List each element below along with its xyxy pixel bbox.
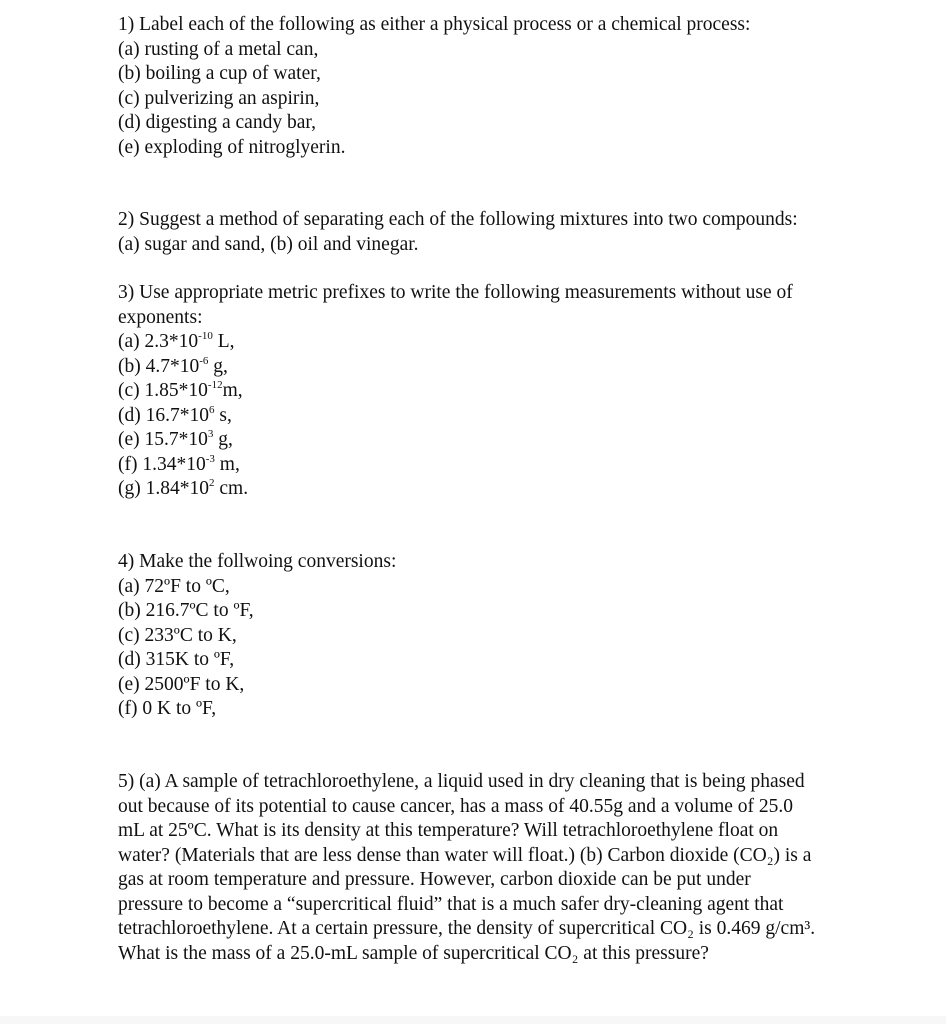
question-5-line: water? (Materials that are less dense than water will float.) (b) Carbon dioxide (CO₂) is a [118, 844, 812, 866]
question-4-item: (b) 216.7ºC to ºF, [118, 600, 254, 621]
measurement-text: m, [222, 380, 243, 401]
measurement-text: m, [214, 453, 240, 475]
question-4-item: (c) 233ºC to K, [118, 624, 237, 646]
measurement-text: (d) 16.7*10 [118, 404, 209, 426]
exponent: -12 [207, 379, 223, 391]
exponent: 2 [209, 477, 215, 489]
measurement-text: (f) 1.34*10 [118, 453, 206, 475]
exponent: 6 [209, 403, 215, 416]
question-3-item [118, 453, 793, 478]
question-3-item [118, 404, 793, 429]
question-5-line: mL at 25ºC. What is its density at this temperature? Will tetrachloroethylene float on [118, 820, 779, 841]
question-4 [118, 550, 396, 722]
measurement-text: (b) 4.7*10 [118, 355, 200, 377]
question-3-item [118, 379, 793, 404]
question-4-prompt: 4) Make the follwoing conversions: [118, 551, 397, 572]
question-2-line: (a) sugar and sand, (b) oil and vinegar. [118, 233, 419, 255]
measurement-text: g, [213, 429, 233, 450]
question-5-line: tetrachloroethylene. At a certain pressure, the density of supercritical CO₂ is 0.469 g/cm³. [118, 918, 816, 939]
question-3-item [118, 477, 793, 502]
exponent: -3 [205, 452, 215, 465]
question-1-item: (d) digesting a candy bar, [118, 112, 316, 133]
question-4-item: (e) 2500ºF to K, [118, 673, 245, 695]
measurement-text: cm. [214, 478, 249, 499]
question-4-item: (d) 315K to ºF, [118, 649, 235, 670]
question-5-line: 5) (a) A sample of tetrachloroethylene, a liquid used in dry cleaning that is being phased [118, 771, 805, 792]
question-2-line: 2) Suggest a method of separating each of the following mixtures into two compounds: [118, 209, 798, 230]
measurement-text: (c) 1.85*10 [118, 380, 208, 401]
question-3-item [118, 428, 793, 453]
question-5-line: What is the mass of a 25.0-mL sample of supercritical CO₂ at this pressure? [118, 942, 709, 964]
page-bottom-edge [0, 1016, 946, 1024]
question-1-prompt: 1) Label each of the following as either a physical process or a chemical process: [118, 14, 751, 35]
measurement-text: s, [214, 404, 232, 426]
question-1 [118, 13, 750, 160]
measurement-text: (a) 2.3*10 [118, 331, 199, 352]
measurement-text: g, [208, 355, 228, 377]
question-3-item [118, 355, 793, 380]
question-4-item: (f) 0 K to ºF, [118, 698, 217, 719]
exponent: 3 [207, 428, 214, 440]
question-3-line: 3) Use appropriate metric prefixes to write the following measurements without use of [118, 282, 793, 303]
measurement-text: L, [212, 331, 235, 352]
measurement-text: (e) 15.7*10 [118, 429, 208, 450]
question-2 [118, 208, 798, 257]
question-3-item [118, 330, 793, 355]
question-5 [118, 770, 815, 966]
question-1-item: (e) exploding of nitroglyerin. [118, 136, 346, 158]
question-1-item: (b) boiling a cup of water, [118, 63, 321, 84]
exponent: -6 [199, 354, 209, 367]
exponent: -10 [198, 330, 213, 342]
question-3 [118, 281, 793, 502]
question-1-item: (c) pulverizing an aspirin, [118, 87, 320, 109]
question-5-line: out because of its potential to cause cancer, has a mass of 40.55g and a volume of 25.0 [118, 795, 794, 817]
question-3-line: exponents: [118, 306, 203, 328]
question-1-item: (a) rusting of a metal can, [118, 38, 319, 60]
measurement-text: (g) 1.84*10 [118, 478, 209, 499]
question-5-line: gas at room temperature and pressure. However, carbon dioxide can be put under [118, 869, 751, 890]
question-4-item: (a) 72ºF to ºC, [118, 575, 230, 597]
question-5-line: pressure to become a “supercritical fluid” that is a much safer dry-cleaning agent that [118, 893, 784, 915]
